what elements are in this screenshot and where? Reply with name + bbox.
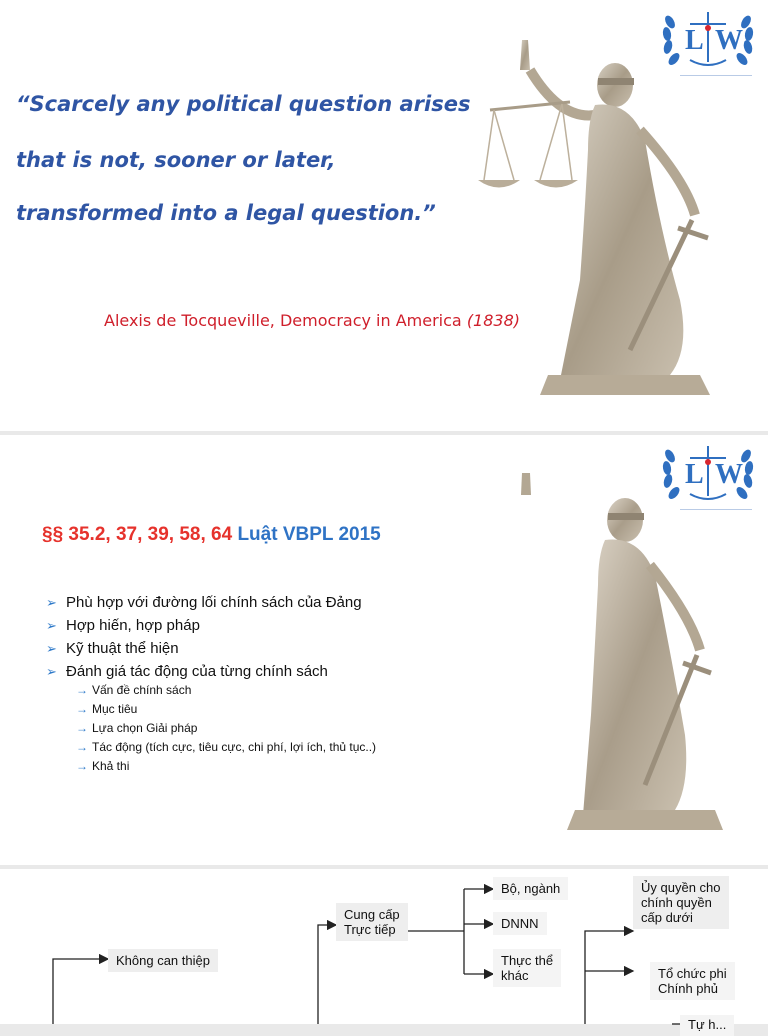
list-item: → Vấn đề chính sách (76, 681, 376, 700)
svg-text:W: W (715, 459, 743, 490)
box-direct-supply: Cung cấp Trực tiếp (336, 903, 408, 941)
svg-text:L: L (685, 459, 704, 490)
box-ministry: Bộ, ngành (493, 877, 568, 900)
lady-justice-statue (505, 465, 735, 835)
arrow-bullet-icon: ➢ (46, 664, 57, 679)
arrow-right-icon: → (76, 721, 88, 735)
arrow-bullet-icon: ➢ (46, 595, 57, 610)
quote-attribution: Alexis de Tocqueville, Democracy in America (1838) (104, 311, 521, 330)
list-item: ➢ Phù hợp với đường lối chính sách của Đảng (46, 591, 362, 614)
slide-flow-diagram (0, 869, 768, 1032)
arrow-right-icon: → (76, 740, 88, 754)
arrow-bullet-icon: ➢ (46, 641, 57, 656)
quote-line-3: transformed into a legal question.” (16, 201, 436, 225)
list-item: → Khả thi (76, 757, 376, 776)
svg-text:L: L (685, 25, 704, 56)
box-delegate: Ủy quyền cho chính quyền cấp dưới (633, 876, 729, 929)
list-item: → Mục tiêu (76, 700, 376, 719)
slide-quote (0, 0, 768, 431)
quote-line-1: “Scarcely any political question arises (16, 92, 471, 116)
list-item: ➢ Đánh giá tác động của từng chính sách (46, 660, 362, 683)
logo-underline (680, 509, 752, 510)
law-logo (660, 438, 756, 518)
title-sections: §§ 35.2, 37, 39, 58, 64 (42, 524, 233, 545)
arrow-bullet-icon: ➢ (46, 618, 57, 633)
bullet-list (46, 591, 362, 683)
box-soe: DNNN (493, 912, 547, 935)
list-item: → Tác động (tích cực, tiêu cực, chi phí, lợi ích, thủ tục..) (76, 738, 376, 757)
list-item: ➢ Kỹ thuật thể hiện (46, 637, 362, 660)
title-law: Luật VBPL 2015 (237, 524, 381, 545)
box-ngo: Tổ chức phi Chính phủ (650, 962, 735, 1000)
list-item: ➢ Hợp hiến, hợp pháp (46, 614, 362, 637)
arrow-right-icon: → (76, 683, 88, 697)
lady-justice-statue (470, 30, 730, 400)
slide-title (42, 524, 381, 546)
arrow-right-icon: → (76, 702, 88, 716)
box-no-intervention: Không can thiệp (108, 949, 218, 972)
box-other-entity: Thực thể khác (493, 949, 561, 987)
quote-line-2: that is not, sooner or later, (16, 148, 336, 172)
slide-law-sections (0, 435, 768, 865)
attribution-year: (1838) (466, 311, 521, 330)
list-item: → Lựa chọn Giải pháp (76, 719, 376, 738)
svg-text:W: W (715, 25, 743, 56)
arrow-right-icon: → (76, 759, 88, 773)
box-partial: Tự h... (680, 1015, 734, 1036)
sub-bullet-list (76, 681, 376, 776)
